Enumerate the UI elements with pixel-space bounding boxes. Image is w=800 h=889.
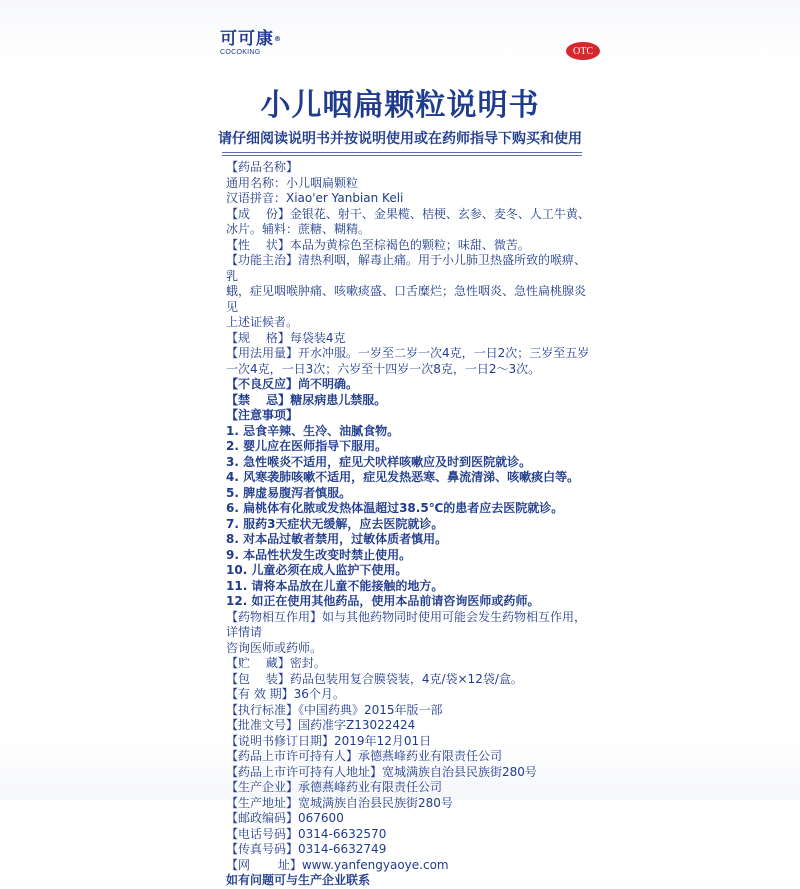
appearance-row — [226, 238, 590, 254]
storage-text: 密封。 — [289, 656, 326, 670]
mah-text: 承德燕峰药业有限责任公司 — [358, 749, 503, 763]
indication-row — [226, 253, 590, 284]
maker-address-row — [226, 796, 590, 812]
contra-text: 糖尿病患儿禁服。 — [290, 392, 387, 407]
brand-logo — [220, 30, 340, 57]
storage-row — [226, 656, 590, 672]
footer-note: 如有问题可与生产企业联系 — [226, 873, 371, 887]
adverse-text: 尚不明确。 — [298, 377, 359, 391]
usage-label: 【用法用量】 — [226, 346, 299, 360]
maker-text: 承德燕峰药业有限责任公司 — [298, 780, 443, 794]
spec-text: 每袋装4克 — [289, 330, 346, 345]
interaction-text: 如与其他药物同时使用可能会发生药物相互作用，详情请 — [226, 609, 587, 639]
mah-address-text: 宽城满族自治县民族街280号 — [382, 764, 537, 779]
postcode-row — [226, 811, 590, 827]
adverse-label: 【不良反应】 — [226, 377, 299, 391]
interaction-text-2: 咨询医师或药师。 — [226, 640, 323, 655]
standard-label: 【执行标准】 — [226, 702, 299, 717]
package-text: 药品包装用复合膜袋装，4克/袋×12袋/盒。 — [289, 671, 523, 686]
maker-address-text: 宽城满族自治县民族街280号 — [298, 795, 453, 810]
leaflet-body — [226, 160, 590, 889]
section-drug-name-head: 【药品名称】 — [226, 160, 299, 174]
revision-label: 【说明书修订日期】 — [226, 733, 335, 748]
pinyin-name: 汉语拼音：Xiao'er Yanbian Keli — [226, 191, 404, 205]
generic-name: 通用名称：小儿咽扁颗粒 — [226, 175, 359, 190]
validity-text: 36个月。 — [293, 687, 345, 701]
mah-address-label: 【药品上市许可持有人地址】 — [226, 764, 383, 779]
maker-address-label: 【生产地址】 — [226, 795, 299, 810]
notes-head: 【注意事项】 — [226, 408, 299, 422]
website-text: www.yanfengyaoye.com — [301, 857, 449, 872]
usage-row — [226, 346, 590, 362]
spec-row — [226, 331, 590, 347]
standard-row — [226, 703, 590, 719]
approval-label: 【批准文号】 — [226, 718, 299, 732]
note-item: 9. 本品性状发生改变时禁止使用。 — [226, 547, 412, 562]
appearance-label: 【性 状】 — [226, 237, 290, 252]
interaction-label: 【药物相互作用】 — [226, 609, 323, 624]
note-item: 8. 对本品过敏者禁用，过敏体质者慎用。 — [226, 532, 448, 546]
ingredients-row — [226, 207, 590, 223]
phone-text: 0314-6632570 — [298, 826, 387, 841]
approval-text: 国药准字Z13022424 — [298, 718, 416, 732]
indication-text: 清热利咽，解毒止痛。用于小儿肺卫热盛所致的喉痹、乳 — [226, 253, 587, 283]
note-item: 2. 婴儿应在医师指导下服用。 — [226, 439, 388, 453]
note-item: 3. 急性喉炎不适用，症见犬吠样咳嗽应及时到医院就诊。 — [226, 454, 532, 469]
adverse-row — [226, 377, 590, 393]
storage-label: 【贮 藏】 — [226, 656, 290, 670]
usage-text: 开水冲服。一岁至二岁一次4克，一日2次；三岁至五岁 — [298, 346, 590, 360]
note-item: 4. 风寒袭肺咳嗽不适用，症见发热恶寒、鼻流清涕、咳嗽痰白等。 — [226, 470, 580, 484]
fax-label: 【传真号码】 — [226, 842, 299, 856]
ingredients-text-2: 冰片。辅料：蔗糖、糊精。 — [226, 222, 371, 236]
postcode-label: 【邮政编码】 — [226, 811, 299, 825]
indication-text-2: 蛾，症见咽喉肿痛、咳嗽痰盛、口舌糜烂；急性咽炎、急性扁桃腺炎见 — [226, 284, 587, 314]
usage-text-2: 一次4克，一日3次；六岁至十四岁一次8克，一日2～3次。 — [226, 361, 541, 376]
revision-row — [226, 734, 590, 750]
note-item: 11. 请将本品放在儿童不能接触的地方。 — [226, 578, 444, 593]
standard-text: 《中国药典》2015年版一部 — [298, 702, 443, 717]
note-item: 7. 服药3天症状无缓解，应去医院就诊。 — [226, 516, 444, 531]
ingredients-text: 金银花、射干、金果榄、桔梗、玄参、麦冬、人工牛黄、 — [289, 206, 590, 221]
indication-label: 【功能主治】 — [226, 253, 299, 267]
mah-row — [226, 749, 590, 765]
revision-text: 2019年12月01日 — [334, 733, 432, 748]
package-label: 【包 装】 — [226, 671, 290, 686]
registered-mark: ® — [274, 35, 282, 43]
logo-subtext: COCOKING — [220, 49, 261, 56]
otc-badge: OTC — [566, 42, 600, 60]
mah-address-row — [226, 765, 590, 781]
divider-line — [222, 155, 582, 156]
note-item: 5. 脾虚易腹泻者慎服。 — [226, 485, 352, 500]
phone-row — [226, 827, 590, 843]
maker-label: 【生产企业】 — [226, 780, 299, 794]
page-title: 小儿咽扁颗粒说明书 — [260, 88, 540, 123]
contra-label: 【禁 忌】 — [226, 392, 291, 407]
note-item: 1. 忌食辛辣、生冷、油腻食物。 — [226, 423, 400, 438]
note-item: 10. 儿童必须在成人监护下使用。 — [226, 563, 408, 577]
logo-text: 可可康 — [220, 29, 274, 49]
interaction-row — [226, 610, 590, 641]
approval-row — [226, 718, 590, 734]
mah-label: 【药品上市许可持有人】 — [226, 749, 359, 763]
divider-line — [222, 152, 582, 153]
phone-label: 【电话号码】 — [226, 826, 299, 841]
spec-label: 【规 格】 — [226, 330, 290, 345]
validity-label: 【有 效 期】 — [226, 687, 294, 701]
note-item: 12. 如正在使用其他药品，使用本品前请咨询医师或药师。 — [226, 594, 540, 608]
contra-row — [226, 393, 590, 409]
package-row — [226, 672, 590, 688]
note-item: 6. 扁桃体有化脓或发热体温超过38.5℃的患者应去医院就诊。 — [226, 501, 564, 515]
fax-text: 0314-6632749 — [298, 842, 387, 856]
fax-row — [226, 842, 590, 858]
appearance-text: 本品为黄棕色至棕褐色的颗粒；味甜、微苦。 — [289, 237, 530, 252]
maker-row — [226, 780, 590, 796]
website-row — [226, 858, 590, 874]
postcode-text: 067600 — [298, 811, 344, 825]
website-label: 【网 址】 — [226, 857, 302, 872]
indication-text-3: 上述证候者。 — [226, 315, 299, 329]
ingredients-label: 【成 份】 — [226, 206, 290, 221]
page-subtitle: 请仔细阅读说明书并按说明使用或在药师指导下购买和使用 — [218, 131, 582, 147]
validity-row — [226, 687, 590, 703]
